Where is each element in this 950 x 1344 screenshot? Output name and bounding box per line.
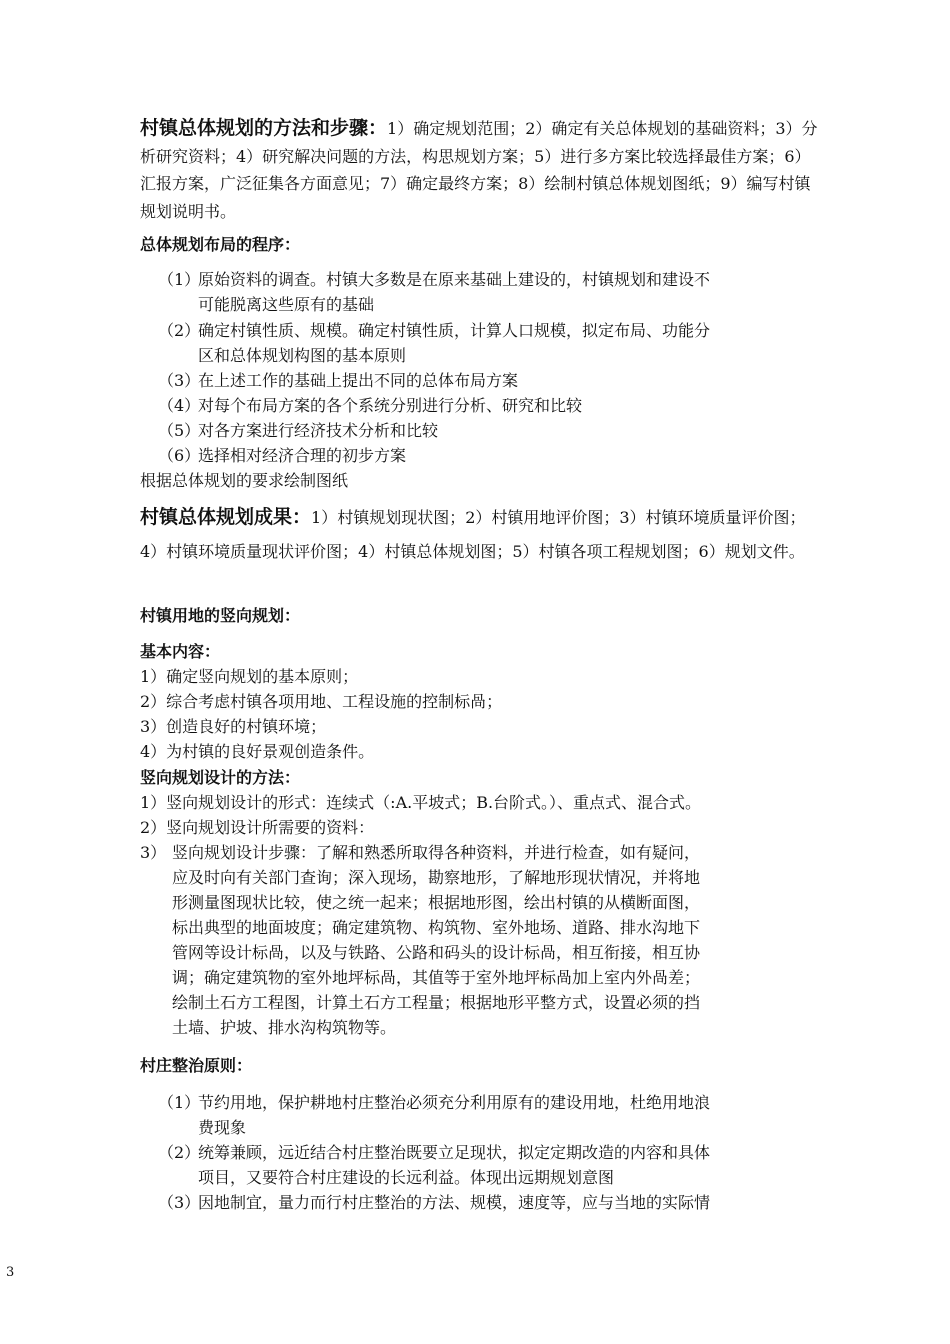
list-item-text: 可能脱离这些原有的基础 — [198, 295, 375, 314]
list-item-text: 应及时向有关部门查询；深入现场，勘察地形，了解地形现状情况，并将地 — [172, 868, 701, 887]
list-number: （5） — [158, 421, 201, 440]
list-number: （2） — [158, 321, 201, 340]
subheading-design-method: 竖向规划设计的方法： — [140, 768, 301, 787]
list-item: 2）竖向规划设计所需要的资料： — [140, 818, 375, 837]
list-item: 3）创造良好的村镇环境； — [140, 717, 327, 736]
subheading-basic-content: 基本内容： — [140, 642, 221, 661]
list-item-text: 项目，又要符合村庄建设的长远利益。体现出远期规划意图 — [198, 1168, 615, 1187]
list-item-text: 因地制宜，量力而行村庄整治的方法、规模，速度等，应与当地的实际情 — [198, 1193, 711, 1212]
list-item-text: 费现象 — [198, 1118, 247, 1137]
list-item-text: 标出典型的地面坡度；确定建筑物、构筑物、室外地场、道路、排水沟地下 — [172, 918, 701, 937]
list-item-text: 区和总体规划构图的基本原则 — [198, 346, 407, 365]
section-planning-results — [140, 500, 820, 569]
section-title-village-renovation: 村庄整治原则： — [140, 1056, 253, 1075]
section-title: 村镇总体规划成果： — [140, 506, 312, 528]
list-item-text: 绘制土石方工程图，计算土石方工程量；根据地形平整方式，设置必须的挡 — [172, 993, 701, 1012]
list-item-text: 管网等设计标咼，以及与铁路、公路和码头的设计标咼，相互衔接，相互协 — [172, 943, 701, 962]
list-item: 1）确定竖向规划的基本原则； — [140, 667, 359, 686]
list-number: （1） — [158, 1093, 201, 1112]
list-item-text: 对每个布局方案的各个系统分别进行分析、研究和比较 — [198, 396, 583, 415]
list-number: （4） — [158, 396, 201, 415]
paragraph-tail: 根据总体规划的要求绘制图纸 — [140, 471, 349, 490]
list-item-text: 原始资料的调查。村镇大多数是在原来基础上建设的，村镇规划和建设不 — [198, 270, 711, 289]
list-item-text: 形测量图现状比较，使之统一起来；根据地形图，绘出村镇的从横断面图， — [172, 893, 701, 912]
list-item-text: 在上述工作的基础上提出不同的总体布局方案 — [198, 371, 519, 390]
list-item-text: 确定村镇性质、规模。确定村镇性质，计算人口规模，拟定布局、功能分 — [198, 321, 711, 340]
list-item: 4）为村镇的良好景观创造条件。 — [140, 742, 375, 761]
section-body: 1）确定规划范围；2）确定有关总体规划的基础资料；3）分析研究资料；4）研究解决问题的方法，构思规划方案；5）进行多方案比较选择最佳方案；6）汇报方案，广泛征集各方面意见；7）确定最终方案；8）绘制村镇总体规划图纸；9）编写村镇规划说明书。 — [140, 119, 818, 221]
list-item-text: 统筹兼顾，远近结合村庄整治既要立足现状，拟定定期改造的内容和具体 — [198, 1143, 711, 1162]
section-planning-method — [140, 115, 820, 225]
section-title-layout-procedure: 总体规划布局的程序： — [140, 235, 301, 254]
list-item-text: 调；确定建筑物的室外地坪标咼，其值等于室外地坪标咼加上室内外咼差； — [172, 968, 701, 987]
list-item-text: 土墙、护坡、排水沟构筑物等。 — [172, 1018, 397, 1037]
list-item-text: 节约用地，保护耕地村庄整治必须充分利用原有的建设用地，杜绝用地浪 — [198, 1093, 711, 1112]
list-item-text: 选择相对经济合理的初步方案 — [198, 446, 407, 465]
list-item-text: 对各方案进行经济技术分析和比较 — [198, 421, 439, 440]
list-number: （3） — [158, 371, 201, 390]
list-number: （1） — [158, 270, 201, 289]
section-title-vertical-planning: 村镇用地的竖向规划： — [140, 606, 301, 625]
list-item: 2）综合考虑村镇各项用地、工程设施的控制标咼； — [140, 692, 503, 711]
list-item: 1）竖向规划设计的形式：连续式（:A.平坡式；B.台阶式。）、重点式、混合式。 — [140, 793, 702, 812]
section-body: 1）村镇规划现状图；2）村镇用地评价图；3）村镇环境质量评价图；4）村镇环境质量现状评价图；4）村镇总体规划图；5）村镇各项工程规划图；6）规划文件。 — [140, 508, 806, 561]
list-item-text: 竖向规划设计步骤：了解和熟悉所取得各种资料，并进行检查，如有疑问， — [172, 843, 701, 862]
list-number: 3） — [140, 843, 167, 862]
list-number: （2） — [158, 1143, 201, 1162]
list-number: （6） — [158, 446, 201, 465]
list-number: （3） — [158, 1193, 201, 1212]
page-number: 3 — [6, 1265, 15, 1280]
section-title: 村镇总体规划的方法和步骤： — [140, 117, 388, 139]
